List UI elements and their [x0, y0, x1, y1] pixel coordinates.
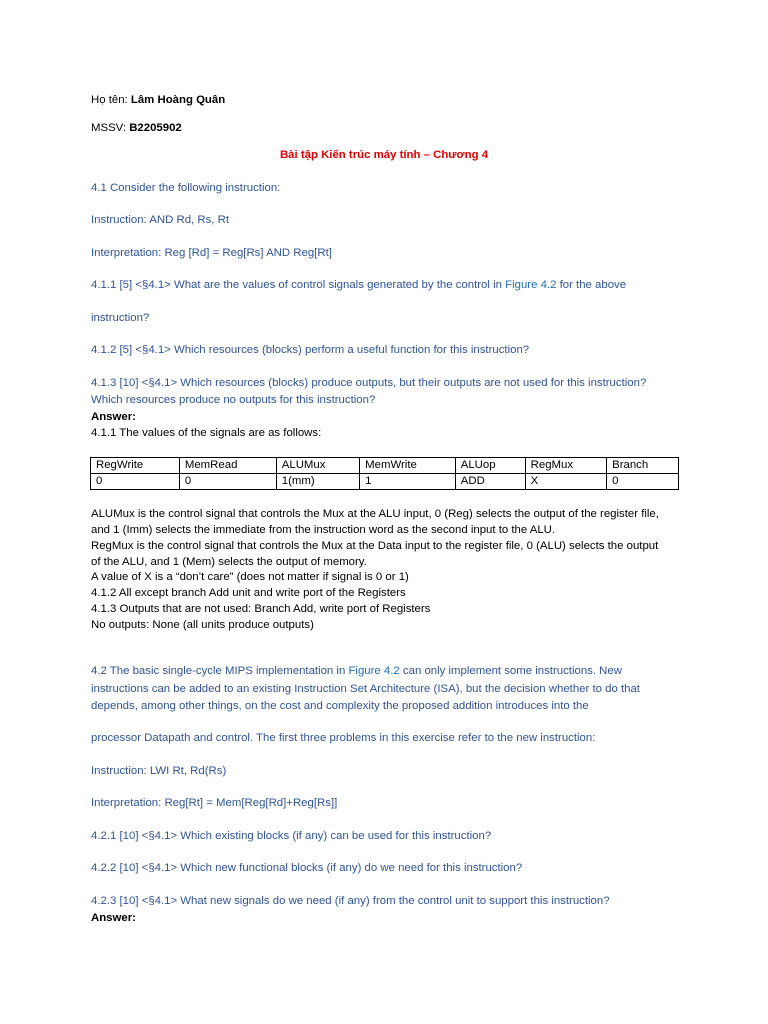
header-branch: Branch [607, 458, 679, 474]
figure-4-2-link-2[interactable]: Figure 4.2 [348, 665, 400, 677]
section-4-2-intro-tail: can only implement some instructions. New [399, 665, 622, 677]
header-memwrite: MemWrite [360, 458, 456, 474]
header-memread: MemRead [179, 458, 276, 474]
answer-4-1-3: 4.1.3 Outputs that are not used: Branch Add, write port of Registers [91, 603, 431, 615]
student-name-line [91, 93, 225, 107]
question-4-1-1-tail: for the above [556, 279, 627, 291]
table-header-row [91, 458, 679, 474]
answer-label-4-2 [91, 911, 136, 925]
explanation-line-1: ALUMux is the control signal that controls the Mux at the ALU input, 0 (Reg) selects the output of the register file, [91, 508, 659, 520]
section-4-1-instruction: Instruction: AND Rd, Rs, Rt [91, 214, 229, 226]
question-4-1-3-line-2: Which resources produce no outputs for this instruction? [91, 394, 376, 406]
header-alumux: ALUMux [276, 458, 359, 474]
explanation-line-3: RegMux is the control signal that controls the Mux at the Data input to the register file, 0 (ALU) selects the output [91, 540, 659, 552]
figure-4-2-link[interactable]: Figure 4.2 [505, 279, 557, 291]
question-4-1-1-continued: instruction? [91, 312, 150, 324]
answer-label-4-1 [91, 410, 136, 424]
value-memwrite: 1 [360, 474, 456, 490]
student-id-line [91, 121, 182, 135]
explanation-line-5: A value of X is a “don’t care” (does not matter if signal is 0 or 1) [91, 571, 409, 583]
section-4-2-intro-text: 4.2 The basic single-cycle MIPS implementation in [91, 665, 349, 677]
question-4-1-2: 4.1.2 [5] <§4.1> Which resources (blocks) perform a useful function for this instruction? [91, 344, 530, 356]
student-name: Lâm Hoàng Quân [130, 94, 226, 106]
value-aluop: ADD [455, 474, 525, 490]
section-4-1-interpretation: Interpretation: Reg [Rd] = Reg[Rs] AND Reg[Rt] [91, 247, 332, 259]
question-4-1-3-line-1: 4.1.3 [10] <§4.1> Which resources (blocks) produce outputs, but their outputs are not used for this instruction? [91, 377, 647, 389]
header-regmux: RegMux [525, 458, 606, 474]
control-signals-table [90, 457, 679, 490]
header-regwrite: RegWrite [91, 458, 180, 474]
question-4-2-3: 4.2.3 [10] <§4.1> What new signals do we need (if any) from the control unit to support this instruction? [91, 895, 610, 907]
answer-4-1-2: 4.1.2 All except branch Add unit and write port of the Registers [91, 587, 406, 599]
value-alumux: 1(mm) [276, 474, 359, 490]
answer-no-outputs: No outputs: None (all units produce outputs) [91, 619, 314, 631]
section-4-2-intro-line-1 [91, 664, 622, 678]
section-4-1-intro: 4.1 Consider the following instruction: [91, 182, 281, 194]
answer-label-text-2: Answer: [91, 912, 136, 924]
question-4-1-1 [91, 278, 626, 292]
document-title: Bài tập Kiến trúc máy tính – Chương 4 [279, 149, 489, 161]
value-regmux: X [525, 474, 606, 490]
explanation-line-2: and 1 (Imm) selects the immediate from the instruction word as the second input to the ALU. [91, 524, 556, 536]
section-4-2-interpretation: Interpretation: Reg[Rt] = Mem[Reg[Rd]+Reg[Rs]] [91, 797, 338, 809]
id-label: MSSV: [91, 122, 130, 134]
name-label: Họ tên: [91, 94, 131, 106]
explanation-line-4: of the ALU, and 1 (Mem) selects the output of memory. [91, 556, 367, 568]
question-4-1-1-text: 4.1.1 [5] <§4.1> What are the values of control signals generated by the control in [91, 279, 506, 291]
section-4-2-intro-line-4: processor Datapath and control. The first three problems in this exercise refer to the new instruction: [91, 732, 596, 744]
answer-4-1-1-intro: 4.1.1 The values of the signals are as follows: [91, 427, 322, 439]
value-regwrite: 0 [91, 474, 180, 490]
value-memread: 0 [179, 474, 276, 490]
section-4-2-instruction: Instruction: LWI Rt, Rd(Rs) [91, 765, 227, 777]
question-4-2-1: 4.2.1 [10] <§4.1> Which existing blocks (if any) can be used for this instruction? [91, 830, 492, 842]
section-4-2-intro-line-3: depends, among other things, on the cost and complexity the proposed addition introduces into the [91, 700, 589, 712]
header-aluop: ALUop [455, 458, 525, 474]
student-id: B2205902 [129, 122, 182, 134]
question-4-2-2: 4.2.2 [10] <§4.1> Which new functional blocks (if any) do we need for this instruction? [91, 862, 523, 874]
value-branch: 0 [607, 474, 679, 490]
answer-label-text: Answer: [91, 411, 136, 423]
table-row [91, 474, 679, 490]
section-4-2-intro-line-2: instructions can be added to an existing Instruction Set Architecture (ISA), but the decision whether to do that [91, 683, 640, 695]
